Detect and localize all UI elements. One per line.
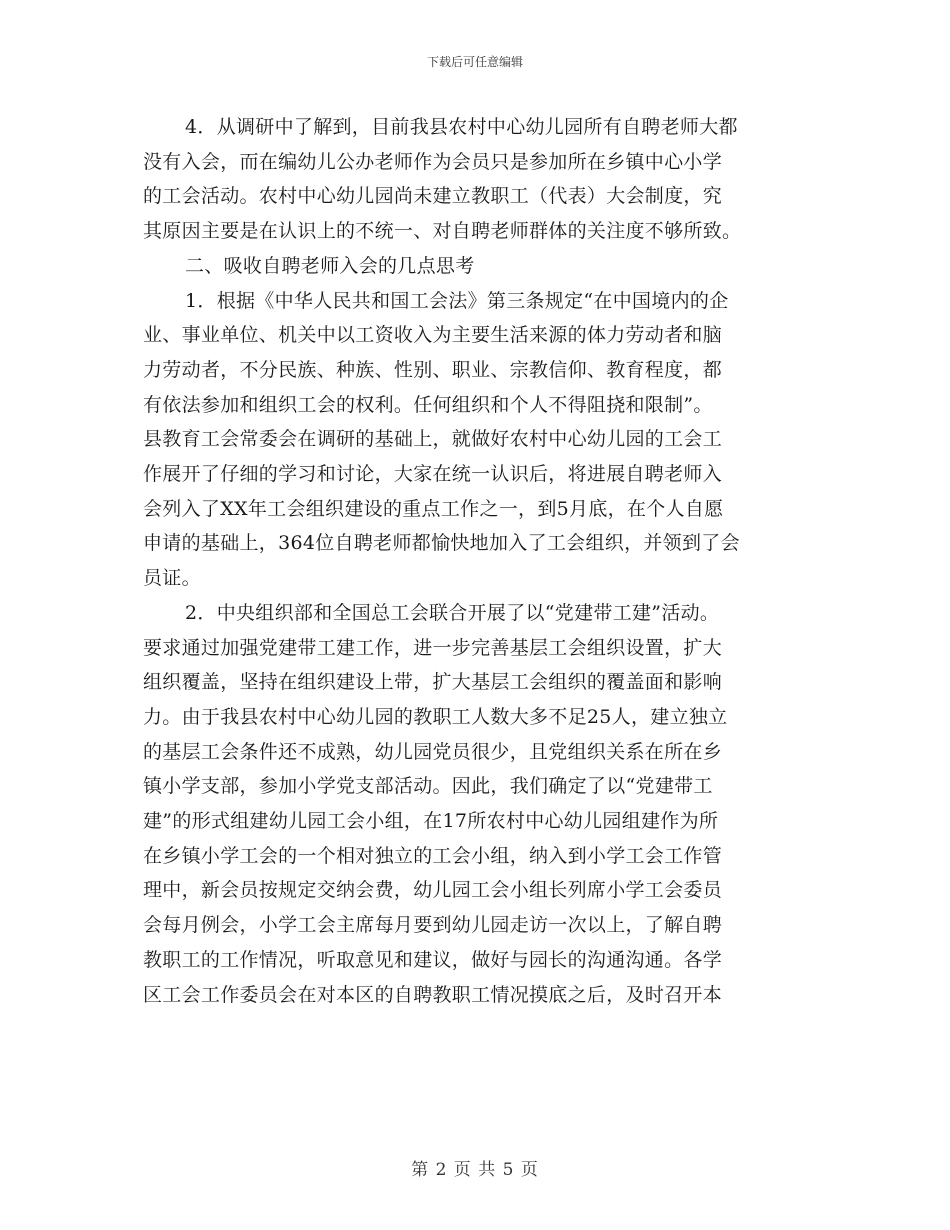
paragraph-line: 2．中央组织部和全国总工会联合开展了以“党建带工建”活动。 xyxy=(185,601,720,624)
page-number-footer: 第 2 页 共 5 页 xyxy=(411,1160,539,1180)
paragraph-line: 4．从调研中了解到，目前我县农村中心幼儿园所有自聘老师大都 xyxy=(185,116,738,138)
paragraph-line: 县教育工会常委会在调研的基础上，就做好农村中心幼儿园的工会工 xyxy=(143,428,723,451)
paragraph-line: 员证。 xyxy=(143,567,201,590)
document-body xyxy=(143,110,811,1012)
paragraph-line: 没有入会，而在编幼儿公办老师作为会员只是参加所在乡镇中心小学 xyxy=(143,150,723,173)
paragraph-line: 申请的基础上，364位自聘老师都愉快地加入了工会组织，并领到了会 xyxy=(143,532,740,555)
paragraph-line: 会列入了XX年工会组织建设的重点工作之一，到5月底，在个人自愿 xyxy=(143,497,724,520)
paragraph-line: 在乡镇小学工会的一个相对独立的工会小组，纳入到小学工会工作管 xyxy=(143,844,723,867)
page-header-note: 下载后可任意编辑 xyxy=(426,55,523,69)
paragraph-line: 要求通过加强党建带工建工作，进一步完善基层工会组织设置，扩大 xyxy=(143,636,723,659)
paragraph-line: 业、事业单位、机关中以工资收入为主要生活来源的体力劳动者和脑 xyxy=(143,324,723,347)
section-heading: 二、吸收自聘老师入会的几点思考 xyxy=(185,254,475,277)
paragraph-line: 1．根据《中华人民共和国工会法》第三条规定“在中国境内的企 xyxy=(185,289,729,312)
paragraph-line: 区工会工作委员会在对本区的自聘教职工情况摸底之后，及时召开本 xyxy=(143,983,723,1006)
paragraph-line: 的工会活动。农村中心幼儿园尚未建立教职工（代表）大会制度，究 xyxy=(143,185,723,208)
paragraph-line: 作展开了仔细的学习和讨论，大家在统一认识后，将进展自聘老师入 xyxy=(143,463,723,486)
paragraph-line: 理中，新会员按规定交纳会费，幼儿园工会小组长列席小学工会委员 xyxy=(143,879,723,902)
paragraph-line: 力劳动者，不分民族、种族、性别、职业、宗教信仰、教育程度，都 xyxy=(143,358,723,381)
paragraph-line: 的基层工会条件还不成熟，幼儿园党员很少，且党组织关系在所在乡 xyxy=(143,740,723,763)
paragraph-line: 建”的形式组建幼儿园工会小组，在17所农村中心幼儿园组建作为所 xyxy=(143,810,719,833)
paragraph-line: 教职工的工作情况，听取意见和建议，做好与园长的沟通沟通。各学 xyxy=(143,948,723,971)
paragraph-line: 组织覆盖，坚持在组织建设上带，扩大基层工会组织的覆盖面和影响 xyxy=(143,671,723,694)
paragraph-line: 其原因主要是在认识上的不统一、对自聘老师群体的关注度不够所致。 xyxy=(143,220,742,243)
paragraph-line: 会每月例会，小学工会主席每月要到幼儿园走访一次以上，了解自聘 xyxy=(143,914,723,937)
paragraph-line: 有依法参加和组织工会的权利。任何组织和个人不得阻挠和限制”。 xyxy=(143,393,713,416)
paragraph-line: 力。由于我县农村中心幼儿园的教职工人数大多不足25人，建立独立 xyxy=(143,705,728,728)
paragraph-line: 镇小学支部，参加小学党支部活动。因此，我们确定了以“党建带工 xyxy=(143,775,713,798)
